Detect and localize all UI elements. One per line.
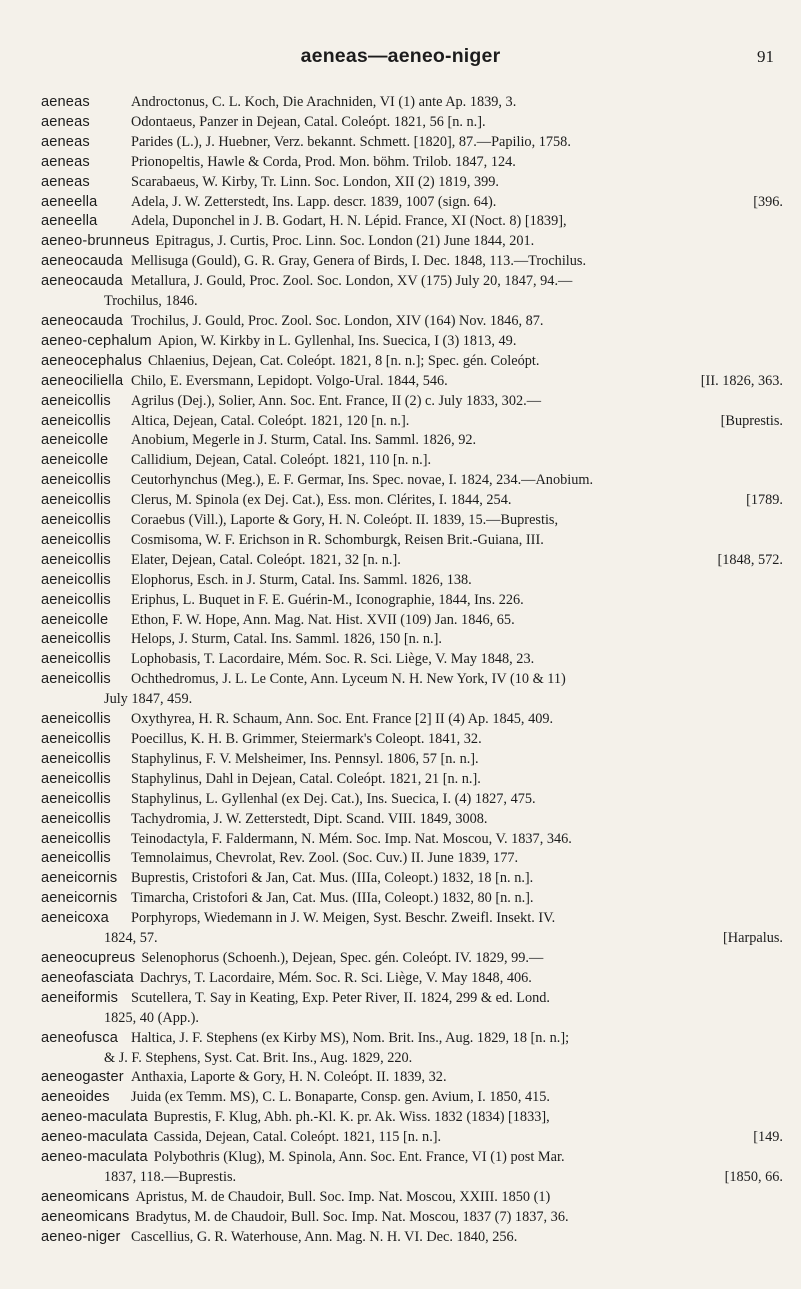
list-item [41, 730, 783, 750]
entry-name: aeneo-maculata [41, 1149, 148, 1166]
entry-name: aeneicollis [41, 790, 111, 807]
entry-text: Metallura, J. Gould, Proc. Zool. Soc. London, XV (175) July 20, 1847, 94.— [131, 273, 573, 290]
entry-name: aeneo-niger [41, 1228, 121, 1245]
entry-text: Chilo, E. Eversmann, Lepidopt. Volgo-Ural. 1844, 546. [131, 372, 448, 389]
entry-text: Helops, J. Sturm, Catal. Ins. Samml. 1826, 150 [n. n.]. [131, 631, 442, 648]
entry-name: aeneicollis [41, 850, 111, 867]
list-item [41, 252, 783, 272]
entry-text: Parides (L.), J. Huebner, Verz. bekannt. Schmett. [1820], 87.—Papilio, 1758. [131, 133, 571, 150]
entry-name: aeneicolle [41, 611, 109, 628]
list-item [41, 630, 783, 650]
continuation-text: 1825, 40 (App.). [104, 1009, 199, 1026]
list-item [41, 332, 783, 352]
list-item [41, 491, 783, 511]
entry-text: Elater, Dejean, Catal. Coleópt. 1821, 32 [n. n.]. [131, 551, 401, 568]
list-item [41, 1148, 783, 1168]
entry-text: Chlaenius, Dejean, Cat. Coleópt. 1821, 8 [n. n.]; Spec. gén. Coleópt. [147, 352, 540, 369]
entry-text: Epitragus, J. Curtis, Proc. Linn. Soc. London (21) June 1844, 201. [155, 233, 535, 250]
entry-text: Oxythyrea, H. R. Schaum, Ann. Soc. Ent. France [2] II (4) Ap. 1845, 409. [131, 711, 554, 728]
entry-name: aeneicollis [41, 472, 111, 489]
entry-text: Staphylinus, F. V. Melsheimer, Ins. Pennsyl. 1806, 57 [n. n.]. [131, 750, 479, 767]
entry-text: Buprestis, F. Klug, Abh. ph.-Kl. K. pr. Ak. Wiss. 1832 (1834) [1833], [153, 1109, 550, 1126]
entry-name: aeneicornis [41, 870, 118, 887]
entry-name: aeneella [41, 213, 98, 230]
entry-text: Ceutorhynchus (Meg.), E. F. Germar, Ins. Spec. novae, I. 1824, 234.—Anobium. [131, 472, 594, 489]
entry-overflow: [396. [753, 193, 783, 210]
list-item [41, 431, 783, 451]
list-item [41, 1128, 783, 1148]
list-item [41, 471, 783, 491]
continuation-overflow: [Harpalus. [723, 930, 783, 947]
entry-text: Selenophorus (Schoenh.), Dejean, Spec. gén. Coleópt. IV. 1829, 99.— [141, 949, 544, 966]
entry-name: aeneicollis [41, 810, 111, 827]
entry-text: Elophorus, Esch. in J. Sturm, Catal. Ins. Samml. 1826, 138. [131, 571, 472, 588]
entry-continuation [41, 1009, 783, 1029]
entry-overflow: [1789. [746, 492, 783, 509]
entry-name: aeneo-cephalum [41, 332, 152, 349]
list-item [41, 212, 783, 232]
continuation-text: July 1847, 459. [104, 691, 193, 708]
list-item [41, 989, 783, 1009]
entry-name: aeneogaster [41, 1069, 124, 1086]
page-number: 91 [757, 47, 774, 66]
list-item [41, 1208, 783, 1228]
entry-name: aeneociliella [41, 372, 124, 389]
entry-name: aeneas [41, 133, 90, 150]
entry-text: Cosmisoma, W. F. Erichson in R. Schomburgk, Reisen Brit.-Guiana, III. [131, 531, 544, 548]
list-item [41, 153, 783, 173]
page-title: aeneas—aeneo-niger [300, 45, 501, 67]
entry-text: Polybothris (Klug), M. Spinola, Ann. Soc. Ent. France, VI (1) post Mar. [153, 1149, 565, 1166]
entry-text: Scutellera, T. Say in Keating, Exp. Peter River, II. 1824, 299 & ed. Lond. [131, 989, 550, 1006]
entry-text: Porphyrops, Wiedemann in J. W. Meigen, Syst. Beschr. Zweifl. Insekt. IV. [131, 910, 556, 927]
list-item [41, 412, 783, 432]
entry-overflow: [1848, 572. [717, 551, 783, 568]
entry-text: Androctonus, C. L. Koch, Die Arachniden, VI (1) ante Ap. 1839, 3. [131, 94, 517, 110]
entry-text: Agrilus (Dej.), Solier, Ann. Soc. Ent. France, II (2) c. July 1833, 302.— [131, 392, 542, 409]
list-item [41, 889, 783, 909]
entry-name: aeneicollis [41, 750, 111, 767]
entry-text: Lophobasis, T. Lacordaire, Mém. Soc. R. Sci. Liège, V. May 1848, 23. [131, 651, 535, 668]
continuation-text: 1824, 57. [104, 930, 158, 947]
entry-text: Staphylinus, L. Gyllenhal (ex Dej. Cat.), Ins. Suecica, I. (4) 1827, 475. [131, 790, 536, 807]
entry-name: aeneicollis [41, 512, 111, 529]
list-item [41, 1029, 783, 1049]
entry-text: Staphylinus, Dahl in Dejean, Catal. Coleópt. 1821, 21 [n. n.]. [131, 770, 481, 787]
list-item [41, 830, 783, 850]
list-item [41, 173, 783, 193]
list-item [41, 93, 783, 113]
entry-name: aeneas [41, 173, 90, 190]
list-item [41, 352, 783, 372]
entry-name: aeneella [41, 193, 98, 210]
entry-name: aeneicollis [41, 671, 111, 688]
entry-text: Ethon, F. W. Hope, Ann. Mag. Nat. Hist. XVII (109) Jan. 1846, 65. [131, 611, 515, 628]
entry-text: Scarabaeus, W. Kirby, Tr. Linn. Soc. London, XII (2) 1819, 399. [131, 173, 499, 190]
entry-text: Apristus, M. de Chaudoir, Bull. Soc. Imp. Nat. Moscou, XXIII. 1850 (1) [135, 1188, 551, 1205]
entry-list [41, 93, 783, 1248]
continuation-overflow: [1850, 66. [724, 1168, 783, 1185]
list-item [41, 611, 783, 631]
list-item [41, 531, 783, 551]
entry-continuation [41, 929, 783, 949]
list-item [41, 193, 783, 213]
list-item [41, 770, 783, 790]
list-item [41, 591, 783, 611]
list-item [41, 710, 783, 730]
entry-name: aeneo-maculata [41, 1109, 148, 1126]
list-item [41, 790, 783, 810]
entry-name: aeneocephalus [41, 352, 142, 369]
entry-continuation [41, 1168, 783, 1188]
entry-name: aeneas [41, 94, 90, 110]
entry-text: Anobium, Megerle in J. Sturm, Catal. Ins. Samml. 1826, 92. [131, 432, 477, 449]
entry-name: aeneicollis [41, 830, 111, 847]
entry-text: Altica, Dejean, Catal. Coleópt. 1821, 120 [n. n.]. [131, 412, 410, 429]
list-item [41, 113, 783, 133]
entry-text: Mellisuga (Gould), G. R. Gray, Genera of Birds, I. Dec. 1848, 113.—Trochilus. [131, 253, 587, 270]
list-item [41, 849, 783, 869]
entry-text: Ochthedromus, J. L. Le Conte, Ann. Lyceum N. H. New York, IV (10 & 11) [131, 671, 566, 688]
entry-overflow: [Buprestis. [720, 412, 783, 429]
list-item [41, 272, 783, 292]
entry-text: Poecillus, K. H. B. Grimmer, Steiermark's Coleopt. 1841, 32. [131, 731, 482, 747]
running-header [0, 45, 801, 73]
entry-text: Odontaeus, Panzer in Dejean, Catal. Coleópt. 1821, 56 [n. n.]. [131, 113, 486, 130]
list-item [41, 670, 783, 690]
entry-overflow: [149. [753, 1129, 783, 1146]
entry-name: aeneofasciata [41, 969, 134, 986]
entry-text: Haltica, J. F. Stephens (ex Kirby MS), Nom. Brit. Ins., Aug. 1829, 18 [n. n.]; [131, 1029, 570, 1046]
entry-text: Coraebus (Vill.), Laporte & Gory, H. N. Coleópt. II. 1839, 15.—Buprestis, [131, 512, 559, 529]
entry-text: Adela, J. W. Zetterstedt, Ins. Lapp. descr. 1839, 1007 (sign. 64). [131, 193, 497, 210]
entry-text: Juida (ex Temm. MS), C. L. Bonaparte, Consp. gen. Avium, I. 1850, 415. [131, 1089, 550, 1106]
list-item [41, 949, 783, 969]
list-item [41, 1108, 783, 1128]
entry-text: Prionopeltis, Hawle & Corda, Prod. Mon. böhm. Trilob. 1847, 124. [131, 153, 516, 170]
entry-text: Tachydromia, J. W. Zetterstedt, Dipt. Scand. VIII. 1849, 3008. [131, 810, 488, 827]
entry-continuation [41, 690, 783, 710]
entry-name: aeneiformis [41, 989, 119, 1006]
list-item [41, 511, 783, 531]
entry-name: aeneicollis [41, 651, 111, 668]
list-item [41, 392, 783, 412]
list-item [41, 551, 783, 571]
entry-name: aeneocauda [41, 273, 123, 290]
entry-overflow: [II. 1826, 363. [700, 372, 783, 389]
entry-text: Temnolaimus, Chevrolat, Rev. Zool. (Soc. Cuv.) II. June 1839, 177. [131, 850, 519, 867]
entry-continuation [41, 292, 783, 312]
entry-name: aeneicollis [41, 551, 111, 568]
list-item [41, 1068, 783, 1088]
entry-text: Cascellius, G. R. Waterhouse, Ann. Mag. N. H. VI. Dec. 1840, 256. [131, 1228, 518, 1245]
entry-name: aeneoides [41, 1089, 110, 1106]
entry-continuation [41, 1049, 783, 1069]
list-item [41, 312, 783, 332]
list-item [41, 1188, 783, 1208]
list-item [41, 750, 783, 770]
entry-name: aeneocupreus [41, 949, 136, 966]
entry-text: Apion, W. Kirkby in L. Gyllenhal, Ins. Suecica, I (3) 1813, 49. [157, 332, 517, 349]
entry-name: aeneas [41, 153, 90, 170]
list-item [41, 1088, 783, 1108]
entry-name: aeneo-maculata [41, 1129, 148, 1146]
entry-name: aeneicollis [41, 631, 111, 648]
entry-text: Buprestis, Cristofori & Jan, Cat. Mus. (IIIa, Coleopt.) 1832, 18 [n. n.]. [131, 870, 534, 887]
entry-text: Trochilus, J. Gould, Proc. Zool. Soc. London, XIV (164) Nov. 1846, 87. [131, 312, 544, 329]
entry-text: Callidium, Dejean, Catal. Coleópt. 1821, 110 [n. n.]. [131, 452, 432, 469]
list-item [41, 133, 783, 153]
entry-name: aeneo-brunneus [41, 233, 150, 250]
entry-text: Cassida, Dejean, Catal. Coleópt. 1821, 115 [n. n.]. [153, 1129, 442, 1146]
list-item [41, 451, 783, 471]
list-item [41, 372, 783, 392]
entry-text: Teinodactyla, F. Faldermann, N. Mém. Soc. Imp. Nat. Moscou, V. 1837, 346. [131, 830, 572, 847]
entry-name: aeneicollis [41, 492, 111, 509]
list-item [41, 810, 783, 830]
entry-name: aeneocauda [41, 312, 123, 329]
list-item [41, 969, 783, 989]
list-item [41, 1228, 783, 1248]
entry-text: Timarcha, Cristofori & Jan, Cat. Mus. (IIIa, Coleopt.) 1832, 80 [n. n.]. [131, 890, 534, 907]
list-item [41, 650, 783, 670]
list-item [41, 869, 783, 889]
continuation-text: 1837, 118.—Buprestis. [104, 1168, 237, 1185]
entry-name: aeneicollis [41, 412, 111, 429]
entry-text: Clerus, M. Spinola (ex Dej. Cat.), Ess. mon. Clérites, I. 1844, 254. [131, 492, 512, 509]
entry-name: aeneicolle [41, 432, 109, 449]
entry-name: aeneas [41, 113, 90, 130]
entry-name: aeneomicans [41, 1208, 130, 1225]
entry-name: aeneicollis [41, 392, 111, 409]
entry-text: Anthaxia, Laporte & Gory, H. N. Coleópt. II. 1839, 32. [131, 1069, 447, 1086]
entry-text: Eriphus, L. Buquet in F. E. Guérin-M., Iconographie, 1844, Ins. 226. [131, 591, 524, 608]
list-item [41, 232, 783, 252]
entry-name: aeneomicans [41, 1188, 130, 1205]
entry-name: aeneicollis [41, 591, 111, 608]
list-item [41, 571, 783, 591]
entry-name: aeneocauda [41, 253, 123, 270]
entry-name: aeneicollis [41, 571, 111, 588]
entry-text: Adela, Duponchel in J. B. Godart, H. N. Lépid. France, XI (Noct. 8) [1839], [131, 213, 567, 230]
entry-name: aeneicollis [41, 731, 111, 747]
entry-name: aeneicolle [41, 452, 109, 469]
continuation-text: Trochilus, 1846. [104, 293, 198, 310]
entry-name: aeneofusca [41, 1029, 118, 1046]
list-item [41, 909, 783, 929]
entry-name: aeneicollis [41, 711, 111, 728]
entry-name: aeneicornis [41, 890, 118, 907]
entry-name: aeneicollis [41, 770, 111, 787]
entry-name: aeneicoxa [41, 910, 109, 927]
entry-name: aeneicollis [41, 531, 111, 548]
entry-text: Bradytus, M. de Chaudoir, Bull. Soc. Imp. Nat. Moscou, 1837 (7) 1837, 36. [135, 1208, 569, 1225]
entry-text: Dachrys, T. Lacordaire, Mém. Soc. R. Sci. Liège, V. May 1848, 406. [139, 969, 532, 986]
continuation-text: & J. F. Stephens, Syst. Cat. Brit. Ins., Aug. 1829, 220. [104, 1049, 413, 1066]
